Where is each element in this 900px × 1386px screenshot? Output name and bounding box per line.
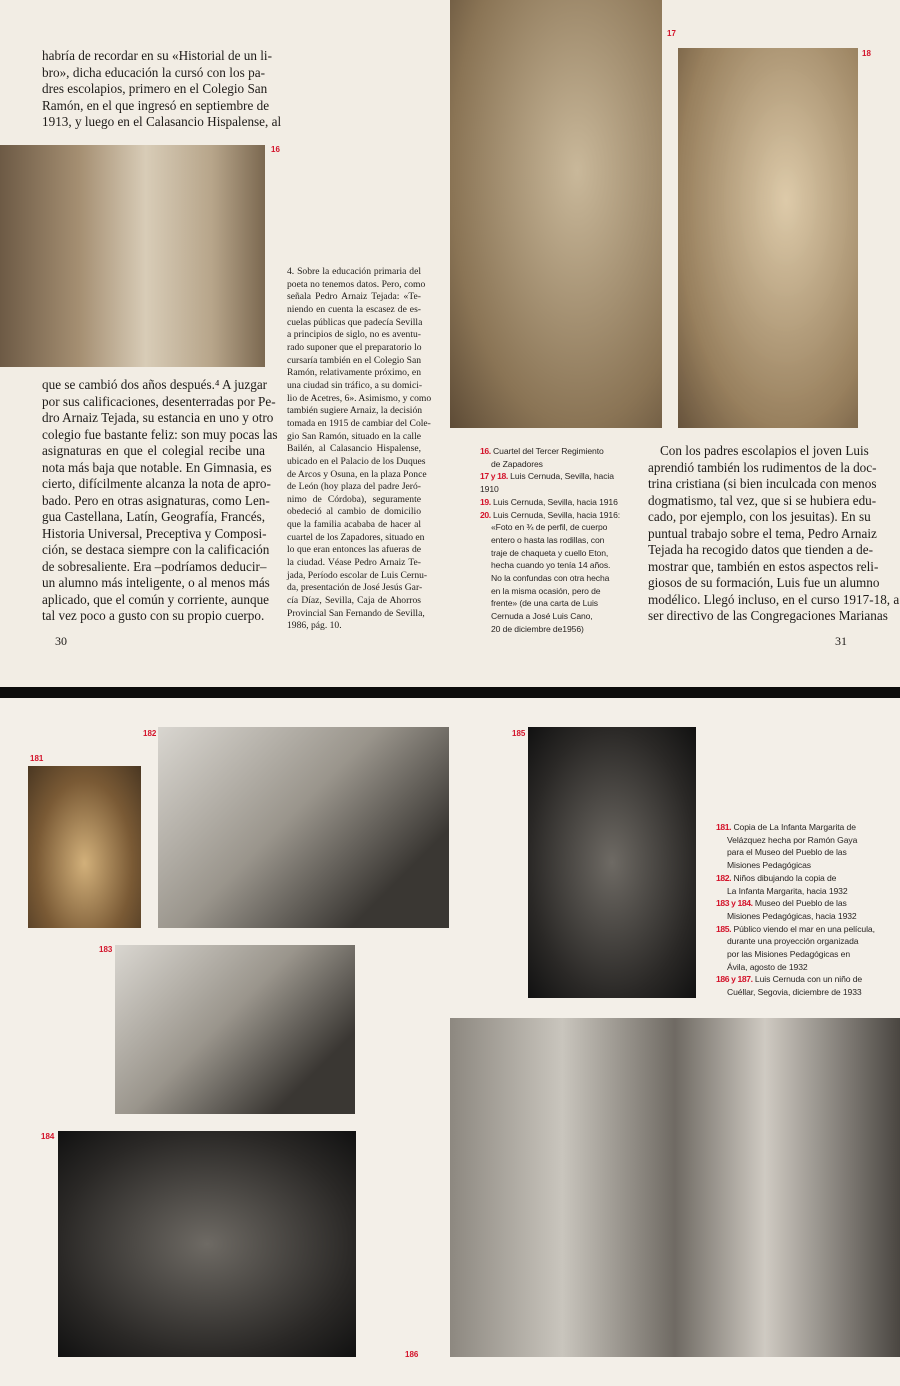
photo-184-museum-crowd [58,1131,356,1357]
caption-number: 16. [480,446,491,456]
text-line: a principios de siglo, no es aventu- [287,329,421,341]
photo-label-183: 183 [99,945,113,954]
photo-181-infanta-copy [28,766,141,928]
caption-text: Luis Cernuda, Sevilla, hacia 1916 [493,496,618,507]
caption-line [480,470,630,495]
text-line: lo que eran entonces las afueras de [287,544,421,556]
captions-top [480,445,630,636]
text-line: de León (hoy plaza del padre Jeró- [287,481,421,493]
text-line: Historia Universal, Preceptiva y Composi- [42,525,267,541]
text-line: cía Díaz, Sevilla, Caja de Ahorros [287,595,421,607]
captions-bottom [716,821,886,999]
caption-text: Luis Cernuda, Sevilla, hacia 1916: [493,509,621,520]
caption-line: Cernuda a José Luis Cano, [491,611,593,622]
text-line: 1986, pág. 10. [287,620,342,632]
text-line: tal vez poco a gusto con su propio cuerpo. [42,608,265,623]
text-line: la ciudad. Véase Pedro Arnaiz Te- [287,557,421,569]
text-line: ser directivo de las Congregaciones Marianas [648,608,888,623]
text-line: da, presentación de José Jesús Gar- [287,582,423,594]
text-line: lio de Acetres, 6». Asimismo, y como [287,392,432,404]
text-line: jada, Período escolar de Luis Cernu- [287,569,428,581]
caption-text: Museo del Pueblo de las [754,898,847,909]
text-line: un alumno más inteligente, o al menos más [42,575,270,590]
photo-label-182: 182 [143,729,157,738]
photo-182-children-drawing [158,727,449,928]
caption-number: 182. [716,872,732,883]
caption-number: 185. [716,923,732,934]
text-line: que la familia acababa de hacer al [287,519,421,531]
text-line: gua Castellana, Latín, Geografía, Francés, [42,509,265,524]
caption-line: durante una proyección organizada [727,936,859,947]
caption-line: La Infanta Margarita, hacia 1932 [727,885,848,896]
body-text-right [648,443,900,625]
caption-line: para el Museo del Pueblo de las [727,847,847,858]
text-line: poeta no tenemos datos. Pero, como [287,278,426,290]
photo-label-181: 181 [30,754,44,763]
text-line: señala Pedro Arnaiz Tejada: «Te- [287,291,421,303]
text-line: de Arcos y Osuna, en la plaza Ponce [287,468,427,480]
caption-line: Velázquez hecha por Ramón Gaya [727,834,858,845]
text-line: 1913, y luego en el Calasancio Hispalense, al [42,114,282,129]
photo-label-16: 16 [271,145,280,154]
text-line: giosos de su formación, Luis fue un alumno [648,575,880,590]
caption-line: 20 de diciembre de1956) [491,623,584,634]
caption-line: entero o hasta las rodillas, con [491,534,605,545]
text-line: Con los padres escolapios el joven Luis [660,443,869,458]
text-line: nota más baja que notable. En Gimnasia, es [42,459,272,475]
text-line: aprendió también los rudimentos de la doc- [648,459,877,475]
caption-line: de Zapadores [491,458,543,469]
photo-label-18: 18 [862,49,871,58]
caption-line [716,872,886,885]
text-line: ción, se destaca siempre con la calificación [42,542,270,557]
text-line: Provincial San Fernando de Sevilla, [287,607,425,619]
text-line: bado. Pero en otras asignaturas, como Len- [42,492,270,508]
text-line: una ciudad sin tráfico, a su domici- [287,379,423,391]
text-line: gio San Ramón, situado en la calle [287,430,421,442]
caption-line: traje de chaqueta y cuello Eton, [491,547,609,558]
text-line: 4. Sobre la educación primaria del [287,266,421,277]
text-line: cierto, difícilmente alcanza la nota de apro- [42,476,271,491]
photo-186-cernuda-with-child [450,1018,900,1357]
caption-line: en la misma ocasión, pero de [491,585,601,596]
caption-line [716,897,886,910]
photo-label-185: 185 [512,729,526,738]
caption-text: Luis Cernuda con un niño de [754,974,863,985]
caption-line [716,821,886,834]
text-line: Ramón, relativamente próximo, en [287,367,421,379]
text-line: también sugiere Arnaiz, la decisión [287,405,423,417]
photo-label-186: 186 [405,1350,419,1359]
text-line: cuartel de los Zapadores, situado en [287,531,425,543]
text-line: colegio fue bastante feliz: son muy pocas las [42,426,278,442]
text-line: Bailén, al Calasancio Hispalense, [287,443,421,455]
caption-line: «Foto en ¾ de perfil, de cuerpo [491,522,608,533]
text-line: modélico. Llegó incluso, en el curso 1917-18, a [648,591,900,607]
text-line: Tejada ha recogido datos que tienden a de- [648,542,873,557]
caption-number: 186 y 187. [716,974,753,985]
text-line: de sobresaliente. Era –podríamos deducir– [42,558,267,574]
page-number-right: 31 [835,634,847,648]
caption-line: Misiones Pedagógicas [727,860,811,871]
text-line: tomada en 1915 de cambiar del Cole- [287,417,431,429]
text-line: puntual trabajo sobre el tema, Pedro Arnaiz [648,525,877,541]
photo-18-boy-sailor-reading [678,48,858,428]
text-line: cursaría también en el Colegio San [287,354,422,366]
caption-line [716,973,886,986]
caption-text: Niños dibujando la copia de [733,872,837,883]
text-line: nimo de Córdoba), seguramente [287,493,421,505]
body-text-para1 [42,48,282,131]
caption-number: 20. [480,509,491,520]
caption-number: 181. [716,822,732,832]
caption-line: hecha cuando yo tenía 14 años. [491,560,611,571]
text-line: Ramón, en el que ingresó en septiembre de [42,97,270,113]
text-line: rado suponer que el preparatorio lo [287,341,422,353]
text-line: dogmatismo, tal vez, que si se hubiera edu- [648,492,877,508]
text-line: aplicado, que el común y corriente, aunque [42,591,270,607]
caption-line: por las Misiones Pedagógicas en [727,949,851,960]
caption-text: Copia de La Infanta Margarita de [733,822,856,832]
photo-185-audience [528,727,696,998]
caption-text: Luis Cernuda, Sevilla, hacia 1910 [480,471,614,495]
text-line: ubicado en el Palacio de los Duques [287,455,426,467]
caption-line: frente» (de una carta de Luis [491,598,598,609]
caption-line [716,923,886,936]
text-line: trina cristiana (si bien inculcada con menos [648,476,877,491]
caption-number: 17 y 18. [480,471,508,482]
text-line: niendo en cuenta la escasez de es- [287,303,421,315]
text-line: mostrar que, también en estos aspectos reli- [648,558,879,574]
text-line: cuelas públicas que padecía Sevilla [287,316,423,328]
caption-text: Público viendo el mar en una película, [733,923,875,934]
text-line: bro», dicha educación la cursó con los pa- [42,64,265,80]
photo-label-17: 17 [667,29,676,38]
text-line: cado, por ejemplo, con los jesuitas). En su [648,509,871,524]
photo-label-184: 184 [41,1132,55,1141]
text-line: obedeció al cambio de domicilio [287,506,421,518]
text-line: dres escolapios, primero en el Colegio San [42,81,268,96]
photo-17-boy-sailor-standing [450,0,662,428]
text-line: habría de recordar en su «Historial de un li- [42,48,272,63]
photo-16-barracks [0,145,265,367]
caption-text: Cuartel del Tercer Regimiento [493,446,604,456]
text-line: que se cambió dos años después.⁴ A juzgar [42,377,268,392]
caption-line [480,445,630,458]
spread-divider [0,687,900,698]
caption-line: No la confundas con otra hecha [491,573,610,584]
caption-number: 19. [480,496,491,507]
caption-line [480,509,630,522]
text-line: asignaturas en que el colegial recibe una [42,443,265,458]
footnote-4 [287,266,432,633]
caption-line: Misiones Pedagógicas, hacia 1932 [727,910,857,921]
text-line: dro Arnaiz Tejada, su estancia en uno y otro [42,410,274,425]
page-number-left: 30 [55,634,67,648]
text-line: por sus calificaciones, desenterradas por Pe- [42,393,276,409]
caption-line [480,496,630,509]
caption-number: 183 y 184. [716,898,753,909]
caption-line: Ávila, agosto de 1932 [727,961,808,972]
caption-line: Cuéllar, Segovia, diciembre de 1933 [727,987,862,998]
photo-183-museum [115,945,355,1114]
body-text-para2 [42,377,278,625]
